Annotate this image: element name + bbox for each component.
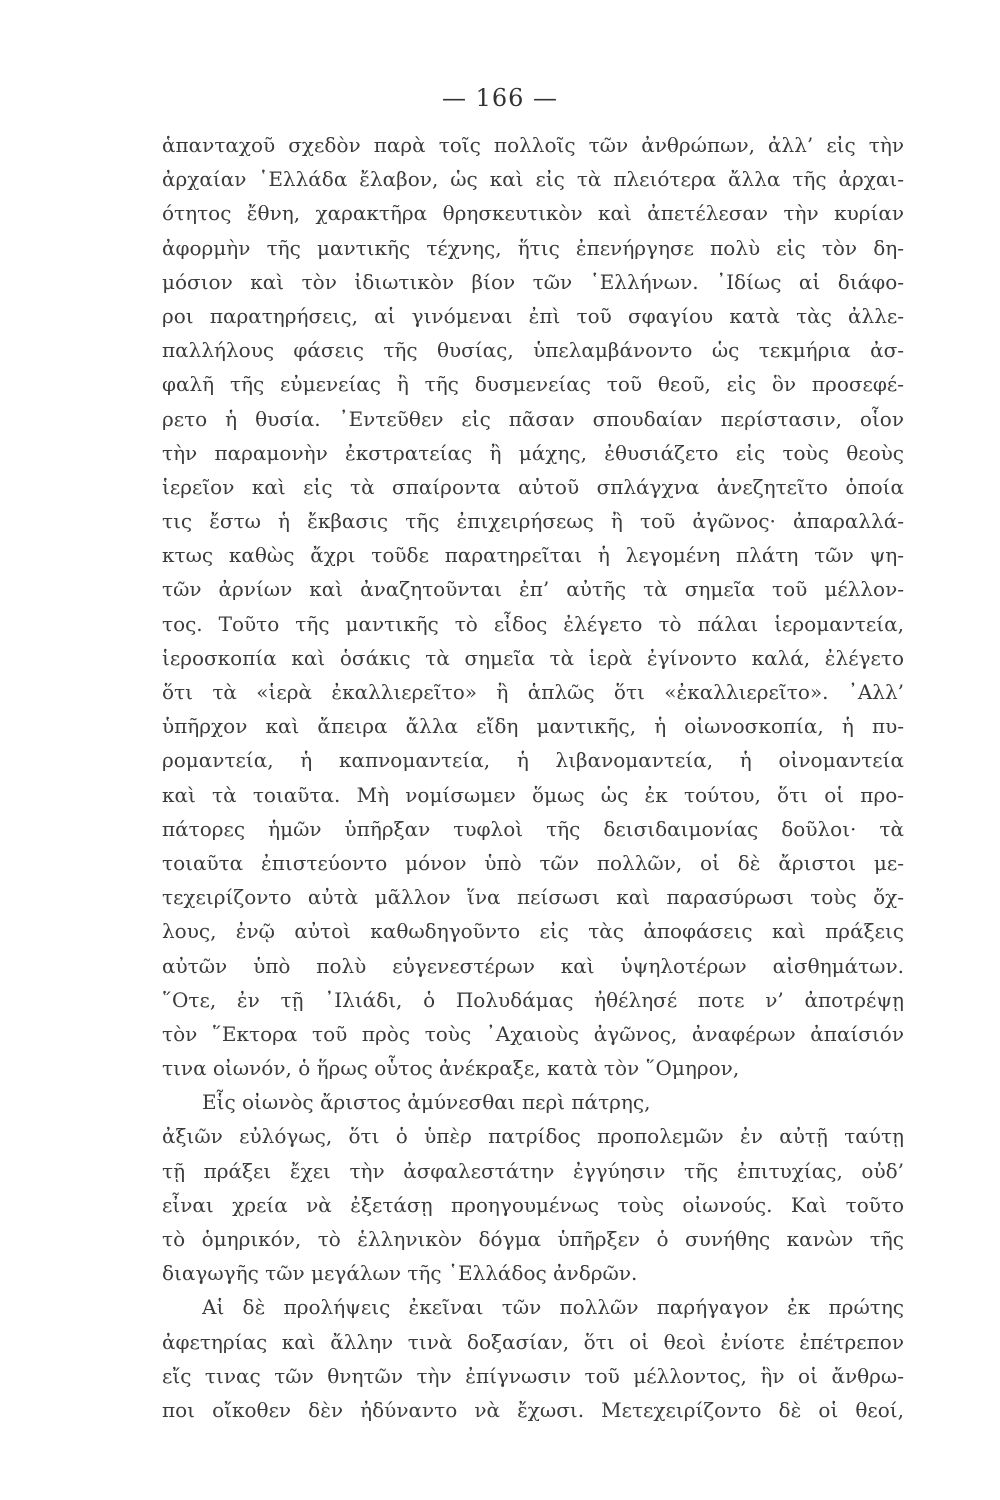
text-line: ἱεροσκοπία καὶ ὁσάκις τὰ σημεῖα τὰ ἱερὰ ἐγίνοντο καλά, ἐλέγετο bbox=[162, 645, 904, 670]
text-line: εἴς τινας τῶν θνητῶν τὴν ἐπίγνωσιν τοῦ μέλλοντος, ἣν οἱ ἄνθρω- bbox=[162, 1363, 904, 1388]
text-line: τινα οἰωνόν, ὁ ἥρως οὗτος ἀνέκραξε, κατὰ τὸν ῞Ομηρον, bbox=[162, 1056, 740, 1081]
text-line: ροι παρατηρήσεις, αἱ γινόμεναι ἐπὶ τοῦ σφαγίου κατὰ τὰς ἀλλε- bbox=[162, 303, 904, 328]
text-line: τὴν παραμονὴν ἐκστρατείας ἢ μάχης, ἐθυσιάζετο εἰς τοὺς θεοὺς bbox=[162, 440, 904, 465]
text-line: τὸν ῞Εκτορα τοῦ πρὸς τοὺς ᾿Αχαιοὺς ἀγῶνος, ἀναφέρων ἀπαίσιόν bbox=[162, 1021, 904, 1046]
text-line: Αἱ δὲ προλήψεις ἐκεῖναι τῶν πολλῶν παρήγαγον ἐκ πρώτης bbox=[202, 1295, 904, 1320]
text-line: πάτορες ἡμῶν ὑπῆρξαν τυφλοὶ τῆς δεισιδαιμονίας δοῦλοι· τὰ bbox=[162, 816, 904, 841]
body-text bbox=[162, 128, 904, 1427]
text-line: φαλῆ τῆς εὐμενείας ἢ τῆς δυσμενείας τοῦ θεοῦ, εἰς ὃν προσεφέ- bbox=[162, 372, 904, 397]
text-line: ἁπανταχοῦ σχεδὸν παρὰ τοῖς πολλοῖς τῶν ἀνθρώπων, ἀλλ’ εἰς τὴν bbox=[162, 133, 904, 157]
text-line: διαγωγῆς τῶν μεγάλων τῆς ῾Ελλάδος ἀνδρῶν. bbox=[162, 1261, 638, 1286]
text-line: ὅτι τὰ «ἱερὰ ἐκαλλιερεῖτο» ἢ ἁπλῶς ὅτι «ἐκαλλιερεῖτο». ᾿Αλλ’ bbox=[162, 680, 904, 704]
text-line: ρομαντεία, ἡ καπνομαντεία, ἡ λιβανομαντεία, ἡ οἰνομαντεία bbox=[162, 748, 904, 773]
text-line: καὶ τὰ τοιαῦτα. Μὴ νομίσωμεν ὅμως ὡς ἐκ τούτου, ὅτι οἱ προ- bbox=[162, 782, 904, 807]
text-line: τις ἔστω ἡ ἔκβασις τῆς ἐπιχειρήσεως ἢ τοῦ ἀγῶνος· ἀπαραλλά- bbox=[162, 509, 904, 534]
text-line: ὑπῆρχον καὶ ἄπειρα ἄλλα εἴδη μαντικῆς, ἡ οἰωνοσκοπία, ἡ πυ- bbox=[162, 714, 904, 739]
text-line: ἱερεῖον καὶ εἰς τὰ σπαίροντα αὐτοῦ σπλάγχνα ἀνεζητεῖτο ὁποία bbox=[162, 474, 904, 499]
text-line: ρετο ἡ θυσία. ᾿Εντεῦθεν εἰς πᾶσαν σπουδαίαν περίστασιν, οἷον bbox=[162, 406, 904, 431]
text-line: τος. Τοῦτο τῆς μαντικῆς τὸ εἶδος ἐλέγετο τὸ πάλαι ἱερομαντεία, bbox=[162, 611, 904, 636]
text-line: τοιαῦτα ἐπιστεύοντο μόνον ὑπὸ τῶν πολλῶν, οἱ δὲ ἄριστοι με- bbox=[162, 850, 904, 875]
text-line: τεχειρίζοντο αὐτὰ μᾶλλον ἵνα πείσωσι καὶ παρασύρωσι τοὺς ὄχ- bbox=[162, 885, 904, 910]
text-line: τῶν ἀρνίων καὶ ἀναζητοῦνται ἐπ’ αὐτῆς τὰ σημεῖα τοῦ μέλλον- bbox=[162, 577, 904, 602]
text-line: ἀφορμὴν τῆς μαντικῆς τέχνης, ἥτις ἐπενήργησε πολὺ εἰς τὸν δη- bbox=[162, 235, 904, 260]
text-line: εἶναι χρεία νὰ ἐξετάσῃ προηγουμένως τοὺς οἰωνούς. Καὶ τοῦτο bbox=[162, 1192, 904, 1217]
text-line: τῇ πράξει ἔχει τὴν ἀσφαλεστάτην ἐγγύησιν τῆς ἐπιτυχίας, οὐδ’ bbox=[162, 1158, 904, 1183]
text-line: λους, ἐνῷ αὐτοὶ καθωδηγοῦντο εἰς τὰς ἀποφάσεις καὶ πράξεις bbox=[162, 919, 904, 944]
text-line: αὐτῶν ὑπὸ πολὺ εὐγενεστέρων καὶ ὑψηλοτέρων αἰσθημάτων. bbox=[162, 953, 904, 978]
text-line: ἀρχαίαν ῾Ελλάδα ἔλαβον, ὡς καὶ εἰς τὰ πλειότερα ἄλλα τῆς ἀρχαι- bbox=[162, 167, 904, 192]
text-line: ότητος ἔθνη, χαρακτῆρα θρησκευτικὸν καὶ ἀπετέλεσαν τὴν κυρίαν bbox=[162, 201, 904, 226]
text-line: ἀφετηρίας καὶ ἄλλην τινὰ δοξασίαν, ὅτι οἱ θεοὶ ἐνίοτε ἐπέτρεπον bbox=[162, 1329, 904, 1354]
page-number: — 166 — bbox=[441, 84, 559, 112]
verse-line: Εἷς οἰωνὸς ἄριστος ἀμύνεσθαι περὶ πάτρης, bbox=[202, 1090, 651, 1115]
text-line: μόσιον καὶ τὸν ἰδιωτικὸν βίον τῶν ῾Ελλήνων. ᾿Ιδίως αἱ διάφο- bbox=[162, 269, 904, 294]
text-line: ῞Οτε, ἐν τῇ ᾿Ιλιάδι, ὁ Πολυδάμας ἠθέλησέ ποτε ν’ ἀποτρέψῃ bbox=[162, 987, 904, 1012]
text-line: παλλήλους φάσεις τῆς θυσίας, ὑπελαμβάνοντο ὡς τεκμήρια ἀσ- bbox=[162, 338, 904, 363]
text-line: ποι οἴκοθεν δὲν ἠδύναντο νὰ ἔχωσι. Μετεχειρίζοντο δὲ οἱ θεοί, bbox=[162, 1397, 904, 1422]
text-line: τὸ ὁμηρικόν, τὸ ἑλληνικὸν δόγμα ὑπῆρξεν ὁ συνήθης κανὼν τῆς bbox=[162, 1227, 904, 1251]
text-line: ἀξιῶν εὐλόγως, ὅτι ὁ ὑπὲρ πατρίδος προπολεμῶν ἐν αὐτῇ ταύτῃ bbox=[162, 1124, 904, 1149]
text-line: κτως καθὼς ἄχρι τοῦδε παρατηρεῖται ἡ λεγομένη πλάτη τῶν ψη- bbox=[162, 543, 904, 568]
